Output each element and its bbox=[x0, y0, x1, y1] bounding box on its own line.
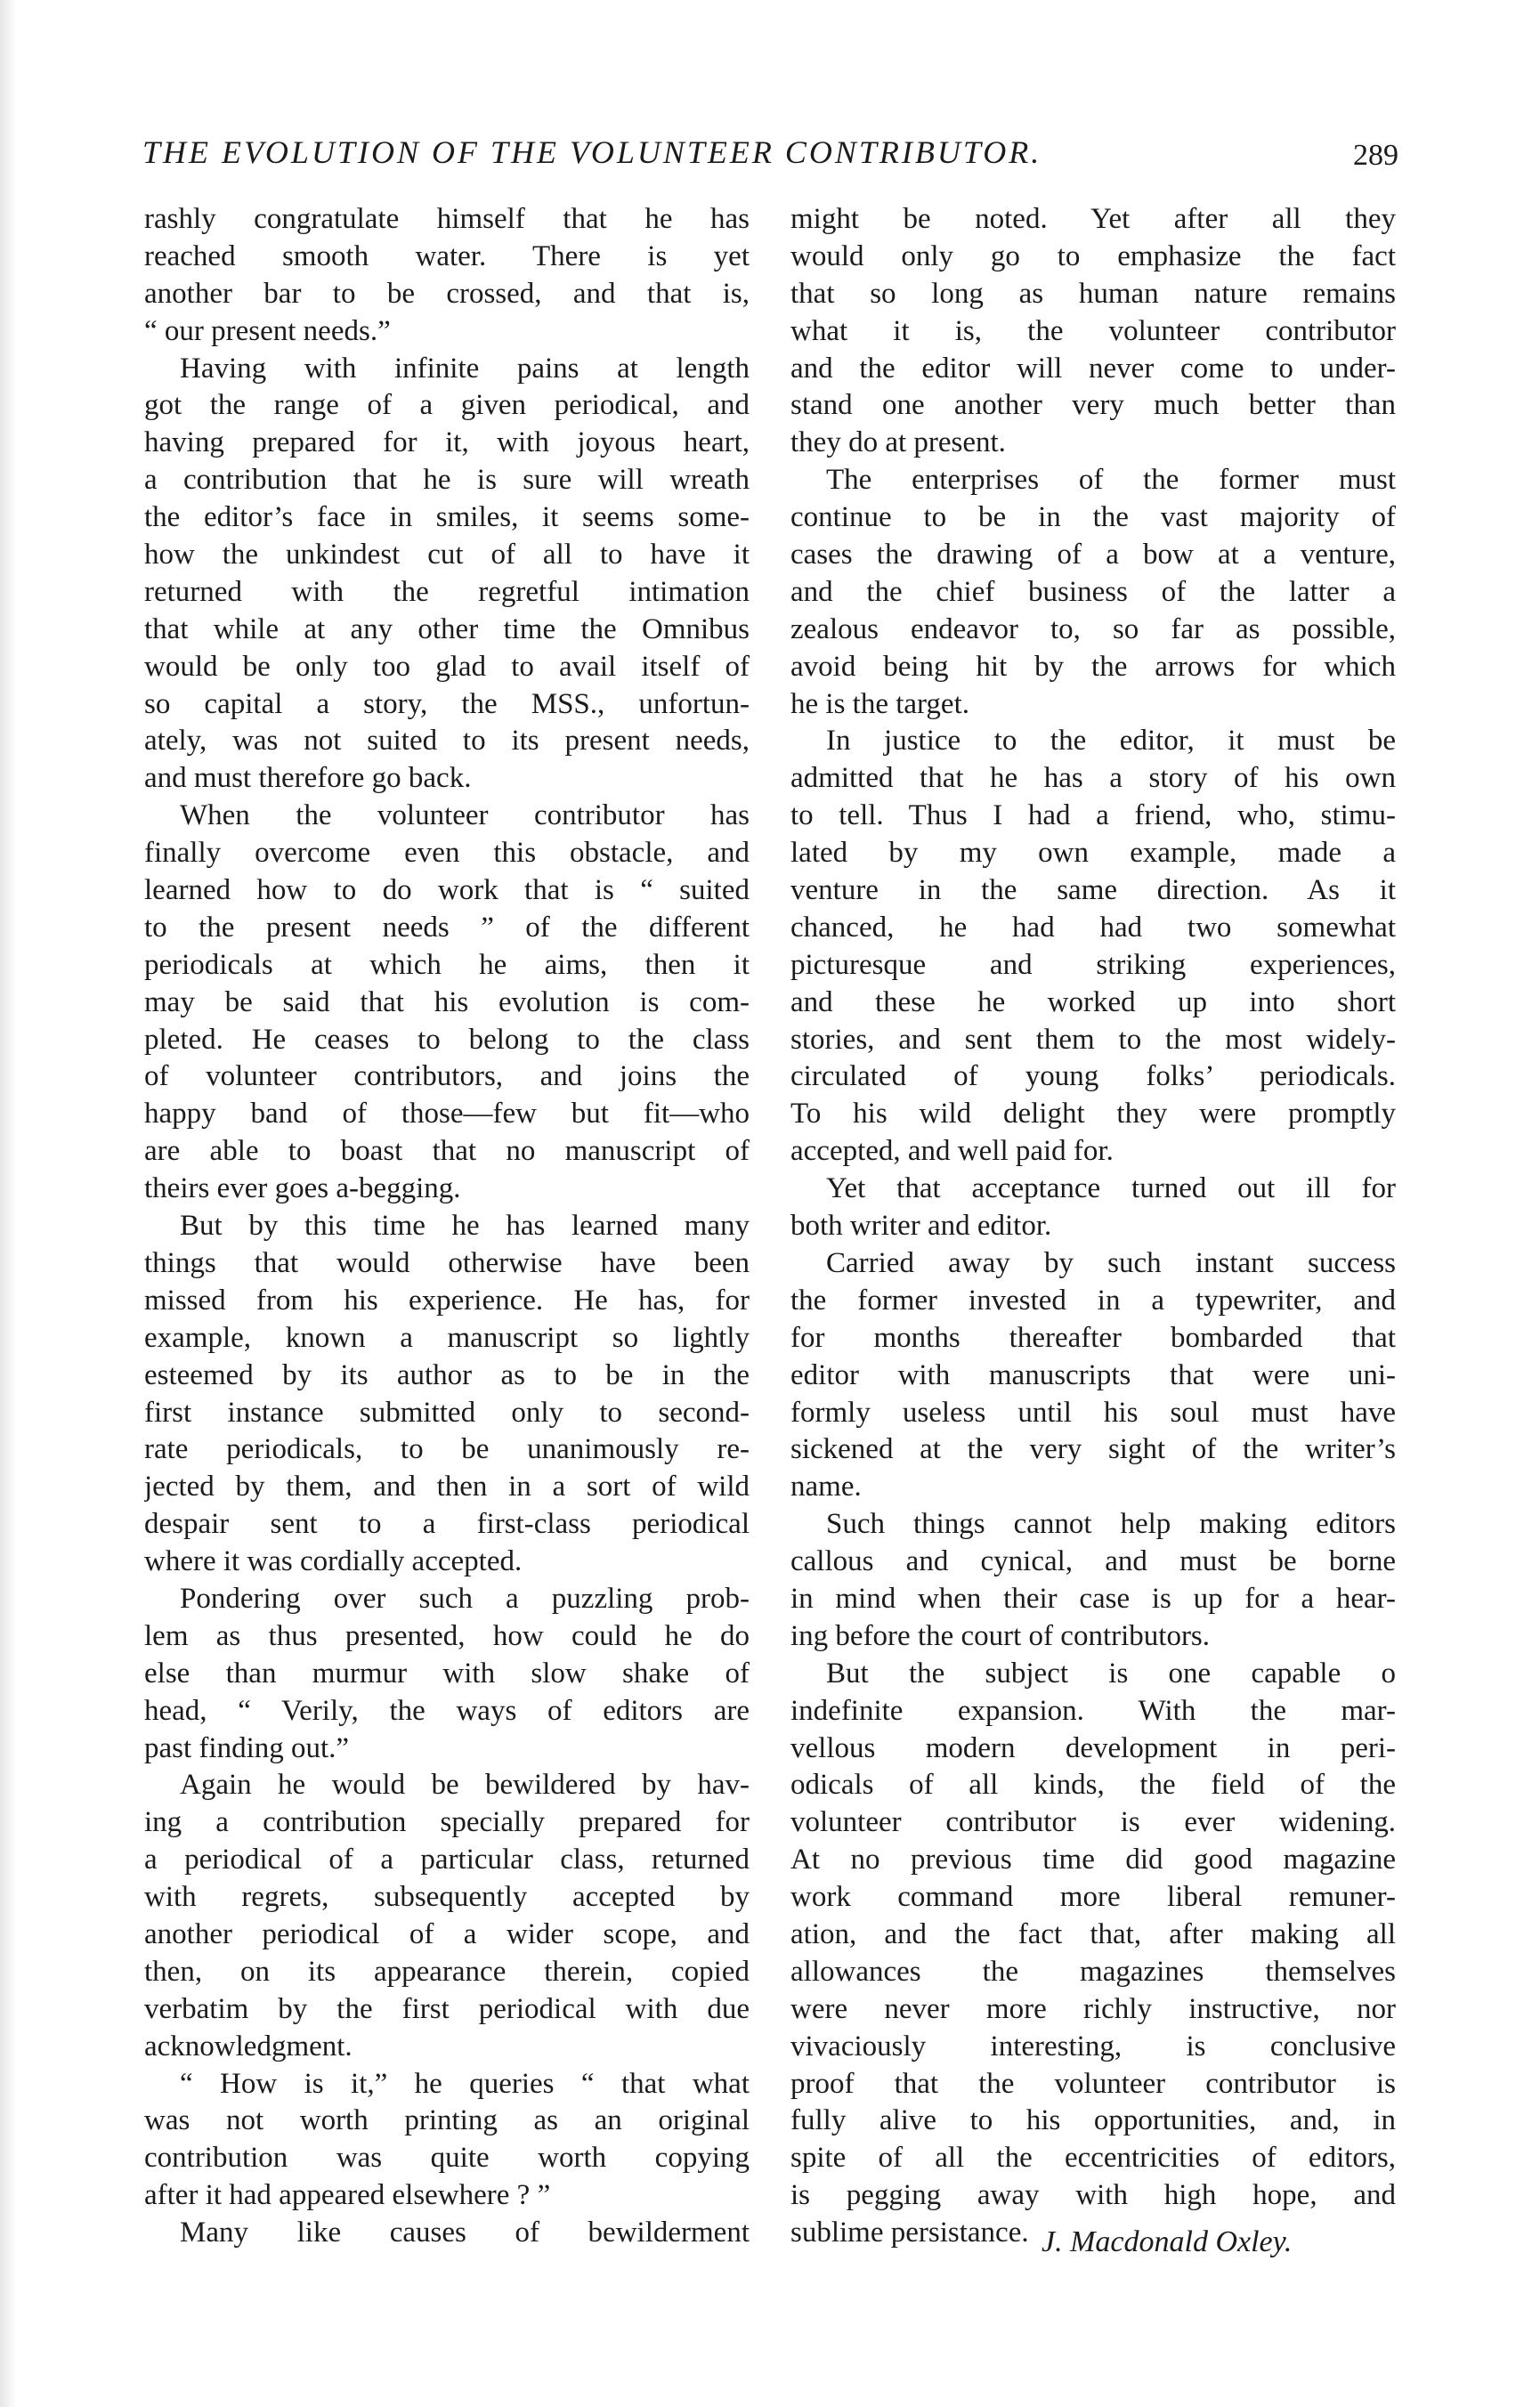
text-line: verbatim by the first periodical with due bbox=[144, 1992, 750, 2025]
text-line: When the volunteer contributor has bbox=[180, 799, 750, 832]
text-line: vivaciously interesting, is conclusive bbox=[790, 2030, 1396, 2063]
text-line: another periodical of a wider scope, and bbox=[144, 1917, 750, 1950]
text-line: work command more liberal remuner- bbox=[790, 1881, 1396, 1914]
text-line: where it was cordially accepted. bbox=[144, 1545, 523, 1578]
text-line: allowances the magazines themselves bbox=[790, 1955, 1396, 1988]
text-line: ing a contribution specially prepared for bbox=[144, 1806, 750, 1839]
text-line: Having with infinite pains at length bbox=[180, 352, 750, 385]
text-line: fully alive to his opportunities, and, in bbox=[790, 2104, 1396, 2137]
text-line: formly useless until his soul must have bbox=[790, 1396, 1396, 1429]
text-line: Yet that acceptance turned out ill for bbox=[826, 1172, 1396, 1205]
page-number: 289 bbox=[1353, 139, 1398, 172]
text-line: odicals of all kinds, the field of the bbox=[790, 1769, 1396, 1802]
text-line: ing before the court of contributors. bbox=[790, 1619, 1211, 1652]
text-line: chanced, he had had two somewhat bbox=[790, 911, 1396, 944]
text-line: Many like causes of bewilderment bbox=[180, 2217, 750, 2249]
text-line: is pegging away with high hope, and bbox=[790, 2179, 1396, 2212]
text-line: proof that the volunteer contributor is bbox=[790, 2067, 1396, 2100]
text-line: Carried away by such instant success bbox=[826, 1246, 1396, 1279]
text-line: both writer and editor. bbox=[790, 1210, 1052, 1243]
text-line: how the unkindest cut of all to have it bbox=[144, 539, 750, 571]
scan-edge-shadow bbox=[0, 0, 16, 2407]
text-line: editor with manuscripts that were uni- bbox=[790, 1358, 1396, 1391]
text-line: and must therefore go back. bbox=[144, 762, 472, 795]
text-line: was not worth printing as an original bbox=[144, 2104, 750, 2137]
text-line: finally overcome even this obstacle, and bbox=[144, 837, 750, 870]
text-line: vellous modern development in peri- bbox=[790, 1731, 1396, 1764]
text-line: were never more richly instructive, nor bbox=[790, 1992, 1396, 2025]
text-line: jected by them, and then in a sort of wild bbox=[144, 1471, 750, 1503]
text-line: for months thereafter bombarded that bbox=[790, 1321, 1396, 1354]
text-line: callous and cynical, and must be borne bbox=[790, 1545, 1396, 1578]
text-line: pleted. He ceases to belong to the class bbox=[144, 1023, 750, 1056]
text-line: acknowledgment. bbox=[144, 2030, 353, 2063]
text-line: past finding out.” bbox=[144, 1731, 350, 1764]
text-line: things that would otherwise have been bbox=[144, 1246, 750, 1279]
text-line: But by this time he has learned many bbox=[180, 1210, 750, 1243]
text-line: theirs ever goes a-begging. bbox=[144, 1172, 461, 1205]
text-line: what it is, the volunteer contributor bbox=[790, 314, 1396, 347]
text-line: then, on its appearance therein, copied bbox=[144, 1955, 750, 1988]
text-line: periodicals at which he aims, then it bbox=[144, 948, 750, 981]
text-line: would be only too glad to avail itself of bbox=[144, 650, 750, 683]
text-line: cases the drawing of a bow at a venture, bbox=[790, 539, 1396, 571]
text-line: accepted, and well paid for. bbox=[790, 1135, 1114, 1168]
text-line: indefinite expansion. With the mar- bbox=[790, 1694, 1396, 1727]
text-line: missed from his experience. He has, for bbox=[144, 1284, 750, 1317]
text-line: sublime persistance. bbox=[790, 2217, 1029, 2249]
text-line: contribution was quite worth copying bbox=[144, 2142, 750, 2175]
text-line: got the range of a given periodical, and bbox=[144, 389, 750, 422]
text-line: the editor’s face in smiles, it seems some- bbox=[144, 501, 750, 534]
text-line: despair sent to a first-class periodical bbox=[144, 1508, 750, 1541]
text-line: lem as thus presented, how could he do bbox=[144, 1619, 750, 1652]
text-line: continue to be in the vast majority of bbox=[790, 501, 1396, 534]
text-line: they do at present. bbox=[790, 426, 1006, 459]
text-line: that so long as human nature remains bbox=[790, 277, 1396, 310]
text-line: and the editor will never come to under- bbox=[790, 352, 1396, 385]
text-line: In justice to the editor, it must be bbox=[826, 725, 1396, 758]
text-line: admitted that he has a story of his own bbox=[790, 762, 1396, 795]
text-line: Again he would be bewildered by hav- bbox=[180, 1769, 750, 1802]
text-line: returned with the regretful intimation bbox=[144, 575, 750, 608]
text-line: a periodical of a particular class, returned bbox=[144, 1844, 750, 1876]
text-line: The enterprises of the former must bbox=[826, 464, 1396, 497]
text-line: To his wild delight they were promptly bbox=[790, 1098, 1396, 1131]
text-line: esteemed by its author as to be in the bbox=[144, 1358, 750, 1391]
text-line: happy band of those—few but fit—who bbox=[144, 1098, 750, 1131]
text-line: “ our present needs.” bbox=[144, 314, 391, 347]
text-line: ation, and the fact that, after making all bbox=[790, 1917, 1396, 1950]
text-line: he is the target. bbox=[790, 687, 969, 720]
text-line: But the subject is one capable o bbox=[826, 1657, 1396, 1690]
text-line: rate periodicals, to be unanimously re- bbox=[144, 1433, 750, 1466]
text-line: zealous endeavor to, so far as possible, bbox=[790, 612, 1396, 645]
text-line: lated by my own example, made a bbox=[790, 837, 1396, 870]
text-line: might be noted. Yet after all they bbox=[790, 203, 1396, 235]
text-line: a contribution that he is sure will wreath bbox=[144, 464, 750, 497]
text-line: head, “ Verily, the ways of editors are bbox=[144, 1694, 750, 1727]
text-line: ately, was not suited to its present needs, bbox=[144, 725, 750, 758]
text-line: having prepared for it, with joyous heart, bbox=[144, 426, 750, 459]
text-line: to the present needs ” of the different bbox=[144, 911, 750, 944]
text-line: avoid being hit by the arrows for which bbox=[790, 650, 1396, 683]
text-line: example, known a manuscript so lightly bbox=[144, 1321, 750, 1354]
right-text-column bbox=[790, 201, 1396, 2252]
text-line: another bar to be crossed, and that is, bbox=[144, 277, 750, 310]
text-line: sickened at the very sight of the writer’s bbox=[790, 1433, 1396, 1466]
text-line: of volunteer contributors, and joins the bbox=[144, 1060, 750, 1093]
text-line: and the chief business of the latter a bbox=[790, 575, 1396, 608]
text-line: picturesque and striking experiences, bbox=[790, 948, 1396, 981]
text-line: are able to boast that no manuscript of bbox=[144, 1135, 750, 1168]
text-line: reached smooth water. There is yet bbox=[144, 239, 750, 272]
text-line: that while at any other time the Omnibus bbox=[144, 612, 750, 645]
text-line: and these he worked up into short bbox=[790, 985, 1396, 1018]
text-line: first instance submitted only to second- bbox=[144, 1396, 750, 1429]
text-line: the former invested in a typewriter, and bbox=[790, 1284, 1396, 1317]
text-line: “ How is it,” he queries “ that what bbox=[180, 2067, 750, 2100]
text-line: after it had appeared elsewhere ? ” bbox=[144, 2179, 551, 2212]
text-line: name. bbox=[790, 1471, 862, 1503]
text-line: spite of all the eccentricities of editors, bbox=[790, 2142, 1396, 2175]
text-line: At no previous time did good magazine bbox=[790, 1844, 1396, 1876]
text-line: in mind when their case is up for a hear- bbox=[790, 1582, 1396, 1615]
text-line: circulated of young folks’ periodicals. bbox=[790, 1060, 1396, 1093]
text-line: venture in the same direction. As it bbox=[790, 874, 1396, 907]
text-line: would only go to emphasize the fact bbox=[790, 239, 1396, 272]
left-text-column bbox=[144, 201, 750, 2252]
running-title: THE EVOLUTION OF THE VOLUNTEER CONTRIBUTOR. bbox=[142, 134, 1042, 170]
text-line: with regrets, subsequently accepted by bbox=[144, 1881, 750, 1914]
author-signature: J. Macdonald Oxley. bbox=[1042, 2225, 1293, 2258]
text-line: learned how to do work that is “ suited bbox=[144, 874, 750, 907]
text-line: Such things cannot help making editors bbox=[826, 1508, 1396, 1541]
text-line: to tell. Thus I had a friend, who, stimu- bbox=[790, 799, 1396, 832]
text-line: may be said that his evolution is com- bbox=[144, 985, 750, 1018]
text-line: volunteer contributor is ever widening. bbox=[790, 1806, 1396, 1839]
text-line: rashly congratulate himself that he has bbox=[144, 203, 750, 235]
text-line: stand one another very much better than bbox=[790, 389, 1396, 422]
text-line: so capital a story, the MSS., unfortun- bbox=[144, 687, 750, 720]
text-line: else than murmur with slow shake of bbox=[144, 1657, 750, 1690]
text-line: stories, and sent them to the most widely- bbox=[790, 1023, 1396, 1056]
text-line: Pondering over such a puzzling prob- bbox=[180, 1582, 750, 1615]
